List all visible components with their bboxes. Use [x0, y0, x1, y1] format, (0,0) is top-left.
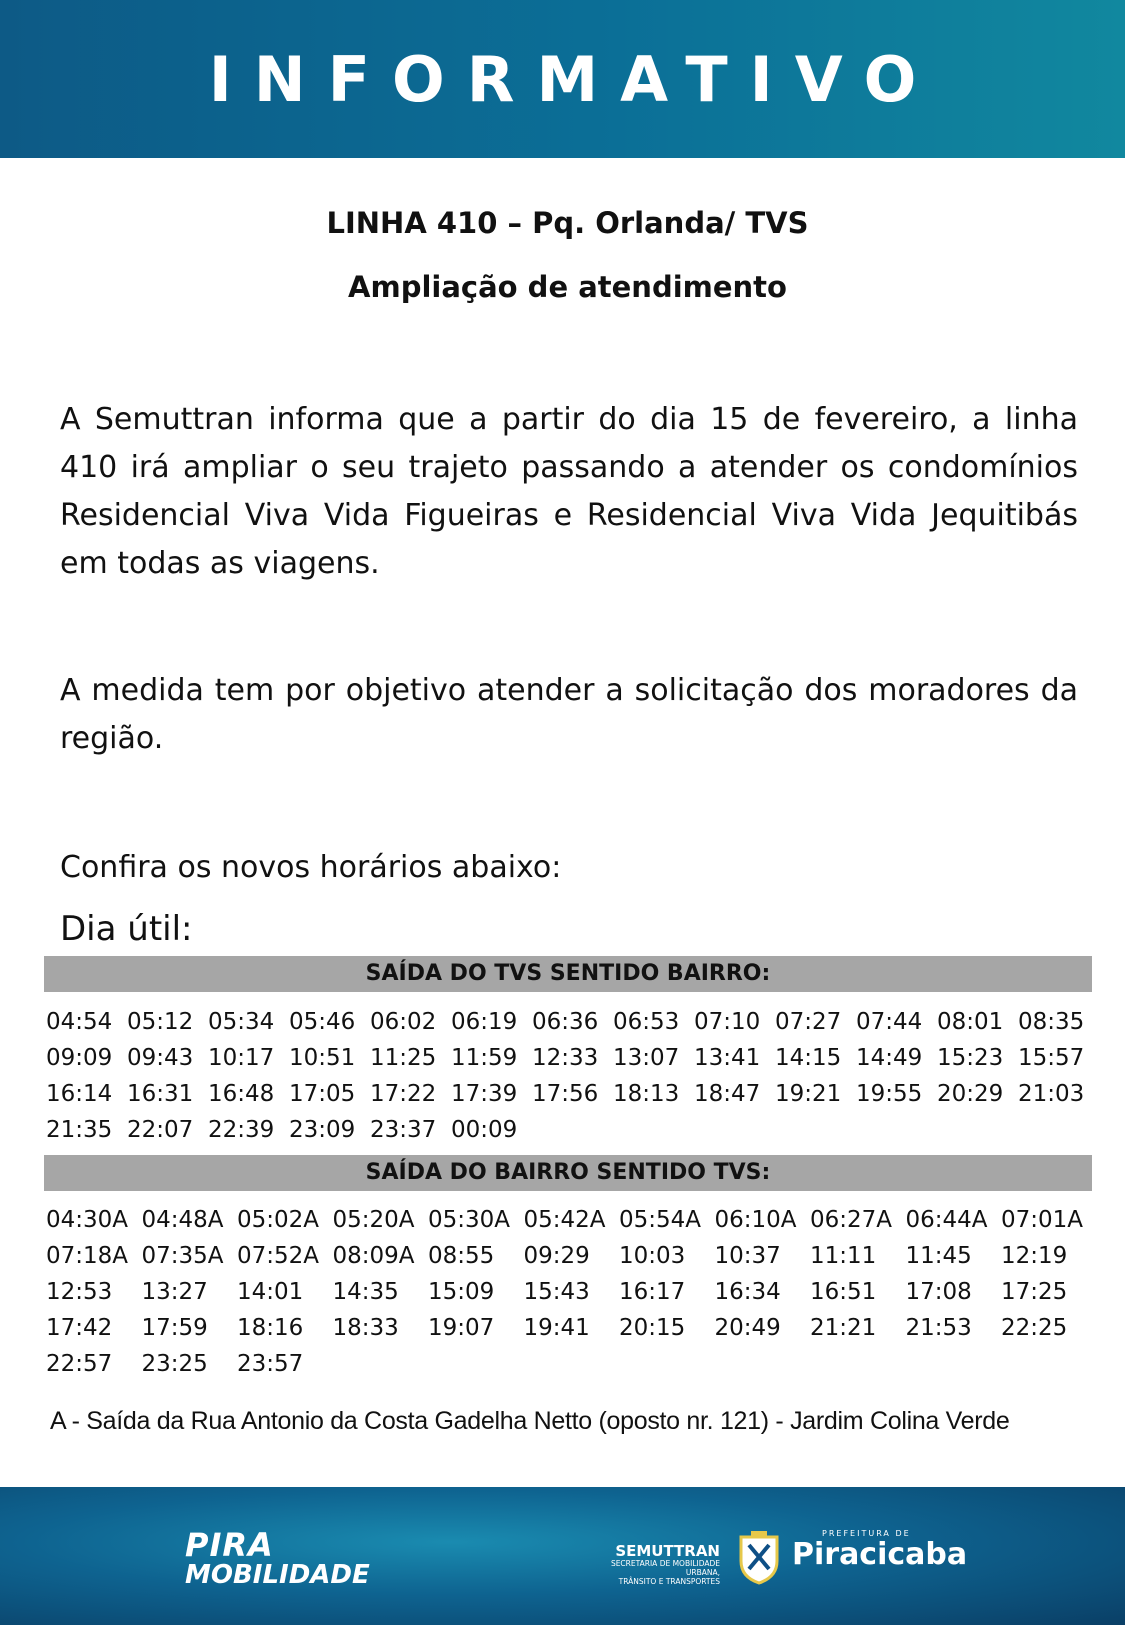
departure-time: 19:21: [775, 1081, 842, 1107]
departure-time: 05:12: [127, 1009, 194, 1035]
paragraph-confira: Confira os novos horários abaixo:: [60, 850, 562, 885]
departure-time: 04:54: [46, 1009, 113, 1035]
departure-time: 20:15: [619, 1315, 686, 1341]
departure-time: 22:07: [127, 1117, 194, 1143]
day-label: Dia útil:: [60, 909, 193, 949]
departure-time: 15:57: [1018, 1045, 1085, 1071]
departure-time: 06:02: [370, 1009, 437, 1035]
departure-time: 14:15: [775, 1045, 842, 1071]
section-heading-bairro-tvs: SAÍDA DO BAIRRO SENTIDO TVS:: [44, 1155, 1092, 1191]
city-crest-icon: [737, 1531, 781, 1585]
departure-time: 06:44A: [905, 1207, 988, 1233]
departure-time: 14:35: [332, 1279, 399, 1305]
departure-time: 17:56: [532, 1081, 599, 1107]
departure-time: 22:25: [1001, 1315, 1068, 1341]
departure-time: 05:46: [289, 1009, 356, 1035]
departure-time: 14:49: [856, 1045, 923, 1071]
departure-time: 10:03: [619, 1243, 686, 1269]
departure-time: 09:43: [127, 1045, 194, 1071]
section-heading-tvs-bairro: SAÍDA DO TVS SENTIDO BAIRRO:: [44, 956, 1092, 992]
departure-time: 17:59: [141, 1315, 208, 1341]
departure-time: 05:34: [208, 1009, 275, 1035]
departure-time: 07:10: [694, 1009, 761, 1035]
departure-time: 00:09: [451, 1117, 518, 1143]
departure-time: 06:19: [451, 1009, 518, 1035]
title-block: [0, 203, 1125, 307]
pira-logo-line1: PIRA: [185, 1526, 274, 1564]
departure-time: 11:59: [451, 1045, 518, 1071]
subtitle: Ampliação de atendimento: [348, 270, 787, 304]
departure-time: 08:01: [937, 1009, 1004, 1035]
departure-time: 05:20A: [332, 1207, 415, 1233]
semuttran-logo: [575, 1543, 720, 1586]
departure-time: 16:51: [810, 1279, 877, 1305]
pira-logo-line2: MOBILIDADE: [185, 1560, 370, 1590]
departure-time: 21:53: [905, 1315, 972, 1341]
footer-banner: [0, 1487, 1125, 1625]
departure-time: 16:48: [208, 1081, 275, 1107]
departure-time: 22:57: [46, 1351, 113, 1377]
departure-time: 23:57: [237, 1351, 304, 1377]
departure-time: 21:35: [46, 1117, 113, 1143]
departure-time: 07:35A: [141, 1243, 224, 1269]
departure-time: 07:44: [856, 1009, 923, 1035]
departure-time: 17:22: [370, 1081, 437, 1107]
departure-time: 19:41: [523, 1315, 590, 1341]
departure-time: 07:52A: [237, 1243, 320, 1269]
departure-time: 17:39: [451, 1081, 518, 1107]
departure-time: 21:21: [810, 1315, 877, 1341]
departure-time: 19:07: [428, 1315, 495, 1341]
departure-time: 07:27: [775, 1009, 842, 1035]
departure-time: 15:09: [428, 1279, 495, 1305]
departure-time: 04:30A: [46, 1207, 129, 1233]
departure-time: 21:03: [1018, 1081, 1085, 1107]
departure-time: 04:48A: [141, 1207, 224, 1233]
header-banner: [0, 0, 1125, 158]
departure-time: 05:54A: [619, 1207, 702, 1233]
footnote: A - Saída da Rua Antonio da Costa Gadelha Netto (oposto nr. 121) - Jardim Colina Verde: [50, 1407, 1010, 1435]
departure-time: 06:53: [613, 1009, 680, 1035]
departure-time: 18:16: [237, 1315, 304, 1341]
departure-time: 23:09: [289, 1117, 356, 1143]
departure-time: 18:13: [613, 1081, 680, 1107]
departure-time: 15:43: [523, 1279, 590, 1305]
paragraph-announcement: A Semuttran informa que a partir do dia 15 de fevereiro, a linha 410 irá ampliar o seu trajeto passando a atender os condomínios Residencial Viva Vida Figueiras e Residencial Viva Vida Jequitibás em todas as viagens.: [60, 402, 1078, 581]
departure-time: 17:05: [289, 1081, 356, 1107]
departure-time: 14:01: [237, 1279, 304, 1305]
departure-time: 20:49: [714, 1315, 781, 1341]
departure-time: 11:25: [370, 1045, 437, 1071]
departure-time: 22:39: [208, 1117, 275, 1143]
semuttran-sub2: TRÂNSITO E TRANSPORTES: [618, 1577, 720, 1586]
departure-time: 06:36: [532, 1009, 599, 1035]
semuttran-sub1: SECRETARIA DE MOBILIDADE URBANA,: [610, 1559, 720, 1577]
departure-time: 10:37: [714, 1243, 781, 1269]
prefeitura-logo: [792, 1529, 967, 1572]
departure-time: 05:30A: [428, 1207, 511, 1233]
departure-time: 05:42A: [523, 1207, 606, 1233]
departure-time: 10:17: [208, 1045, 275, 1071]
departure-time: 05:02A: [237, 1207, 320, 1233]
departure-time: 19:55: [856, 1081, 923, 1107]
pira-mobilidade-logo: [185, 1526, 370, 1590]
departure-time: 17:42: [46, 1315, 113, 1341]
paragraph-objective: A medida tem por objetivo atender a solicitação dos moradores da região.: [60, 673, 1078, 756]
departure-time: 06:27A: [810, 1207, 893, 1233]
departure-time: 16:34: [714, 1279, 781, 1305]
departure-time: 13:41: [694, 1045, 761, 1071]
departure-time: 12:53: [46, 1279, 113, 1305]
departure-time: 07:18A: [46, 1243, 129, 1269]
departure-time: 18:33: [332, 1315, 399, 1341]
departure-time: 23:25: [141, 1351, 208, 1377]
departure-time: 12:19: [1001, 1243, 1068, 1269]
departure-time: 17:25: [1001, 1279, 1068, 1305]
departure-time: 13:07: [613, 1045, 680, 1071]
departure-time: 10:51: [289, 1045, 356, 1071]
departure-time: 17:08: [905, 1279, 972, 1305]
departure-time: 08:55: [428, 1243, 495, 1269]
departure-time: 07:01A: [1001, 1207, 1084, 1233]
schedule-grid-bairro-tvs: [46, 1202, 1097, 1382]
line-title: LINHA 410 – Pq. Orlanda/ TVS: [326, 206, 809, 240]
semuttran-name: SEMUTTRAN: [615, 1542, 720, 1560]
departure-time: 11:45: [905, 1243, 972, 1269]
departure-time: 15:23: [937, 1045, 1004, 1071]
departure-time: 16:14: [46, 1081, 113, 1107]
departure-time: 09:09: [46, 1045, 113, 1071]
departure-time: 08:09A: [332, 1243, 415, 1269]
departure-time: 08:35: [1018, 1009, 1085, 1035]
schedule-grid-tvs-bairro: [46, 1004, 1099, 1148]
departure-time: 16:31: [127, 1081, 194, 1107]
departure-time: 11:11: [810, 1243, 877, 1269]
city-name: Piracicaba: [792, 1537, 968, 1572]
departure-time: 09:29: [523, 1243, 590, 1269]
prefeitura-label: PREFEITURA DE: [822, 1529, 911, 1538]
departure-time: 06:10A: [714, 1207, 797, 1233]
departure-time: 13:27: [141, 1279, 208, 1305]
page-title: INFORMATIVO: [208, 42, 939, 116]
departure-time: 20:29: [937, 1081, 1004, 1107]
departure-time: 16:17: [619, 1279, 686, 1305]
departure-time: 18:47: [694, 1081, 761, 1107]
departure-time: 12:33: [532, 1045, 599, 1071]
departure-time: 23:37: [370, 1117, 437, 1143]
